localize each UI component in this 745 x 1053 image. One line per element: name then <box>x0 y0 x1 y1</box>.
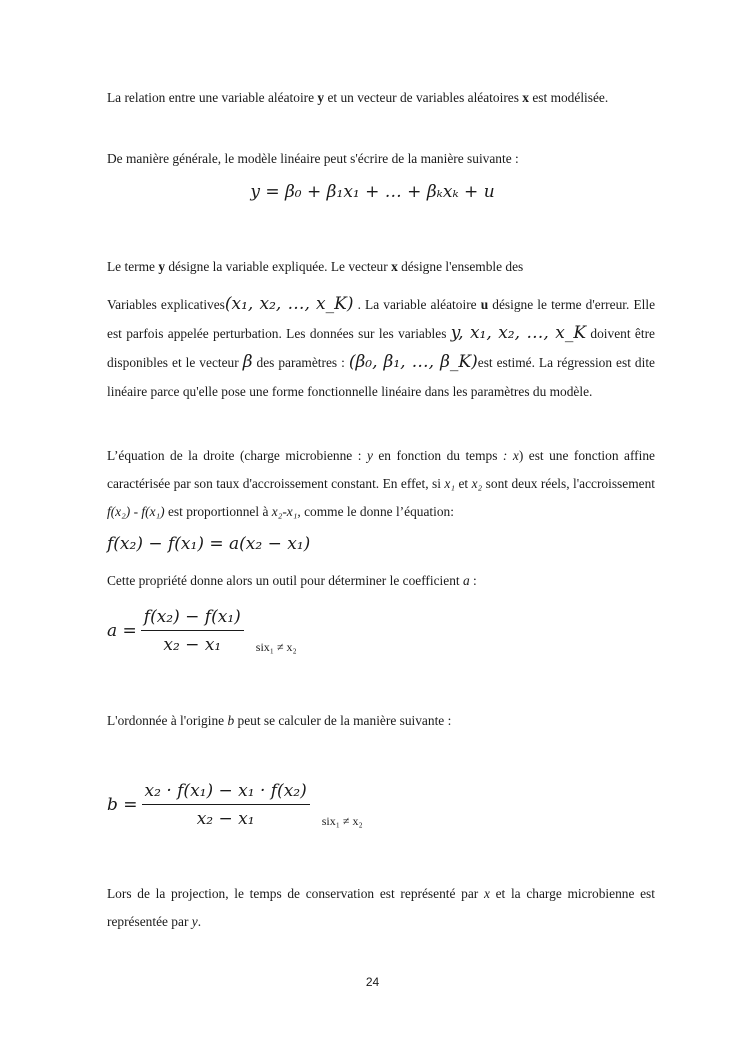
equation-intercept-b: b = $\frac{\text{x₂ · f(x₁) − x₁ · f(x₂)}}{\text{x₂ − x₁}}$ $_{six_1 \ne x_2}$ <box>107 781 363 829</box>
math-beta-vector: (β₀, β₁, …, β_K) <box>348 352 478 372</box>
math-variables-list: y, x₁, x₂, …, x_K <box>450 323 587 343</box>
paragraph-line-equation: L’équation de la droite (charge microbienne : y en fonction du temps : x) est une fonction affine caractérisée par son taux d'accroissement constant. En effet, si x₁ et x₂ sont deux réels, l'accroissement f(x₂) - f(x₁) est proportionnel à x₂-x₁, comme le donne l’équation: <box>107 448 655 519</box>
condition-b: six₁ ≠ x₂ <box>321 813 363 828</box>
paragraph-coefficient-a: Cette propriété donne alors un outil pour déterminer le coefficient a : <box>107 573 477 588</box>
paragraph-intercept-b: L'ordonnée à l'origine b peut se calculer de la manière suivante : <box>107 713 452 728</box>
equation-slope-a: a = $\frac{\text{f(x₂) − f(x₁)}}{\text{x₂ − x₁}}$ $_{six_1 \ne x_2}$ <box>107 607 297 655</box>
math-beta: β <box>242 352 253 372</box>
page-number: 24 <box>365 975 380 989</box>
paragraph-projection: Lors de la projection, le temps de conservation est représenté par x et la charge microbienne est représentée par y. <box>107 886 655 929</box>
math-x-vector: (x₁, x₂, …, x_K) <box>224 294 354 314</box>
paragraph-explanatory-variables: Variables explicatives(x₁, x₂, …, x_K) . La variable aléatoire u désigne le terme d'erreur. Elle est parfois appelée perturbation. Les données sur les variables y, x₁, x₂, …, x_K doivent être disponibles et le vecteur β des paramètres : (β₀, β₁, …, β_K)est estimé. La régression est dite linéaire parce qu'elle pose une forme fonctionnelle linéaire dans les paramètres du modèle. <box>107 294 656 399</box>
condition-a: six₁ ≠ x₂ <box>255 639 297 654</box>
paragraph-explained-variable: Le terme y désigne la variable expliquée. Le vecteur x désigne l'ensemble des <box>107 259 524 274</box>
equation-linear-model: y = β₀ + β₁x₁ + … + βₖxₖ + u <box>250 182 495 202</box>
equation-affine: f(x₂) − f(x₁) = a(x₂ − x₁) <box>107 534 311 554</box>
paragraph-relation: La relation entre une variable aléatoire y et un vecteur de variables aléatoires x est modélisée. <box>107 90 609 105</box>
paragraph-general-model: De manière générale, le modèle linéaire peut s'écrire de la manière suivante : <box>107 151 519 166</box>
